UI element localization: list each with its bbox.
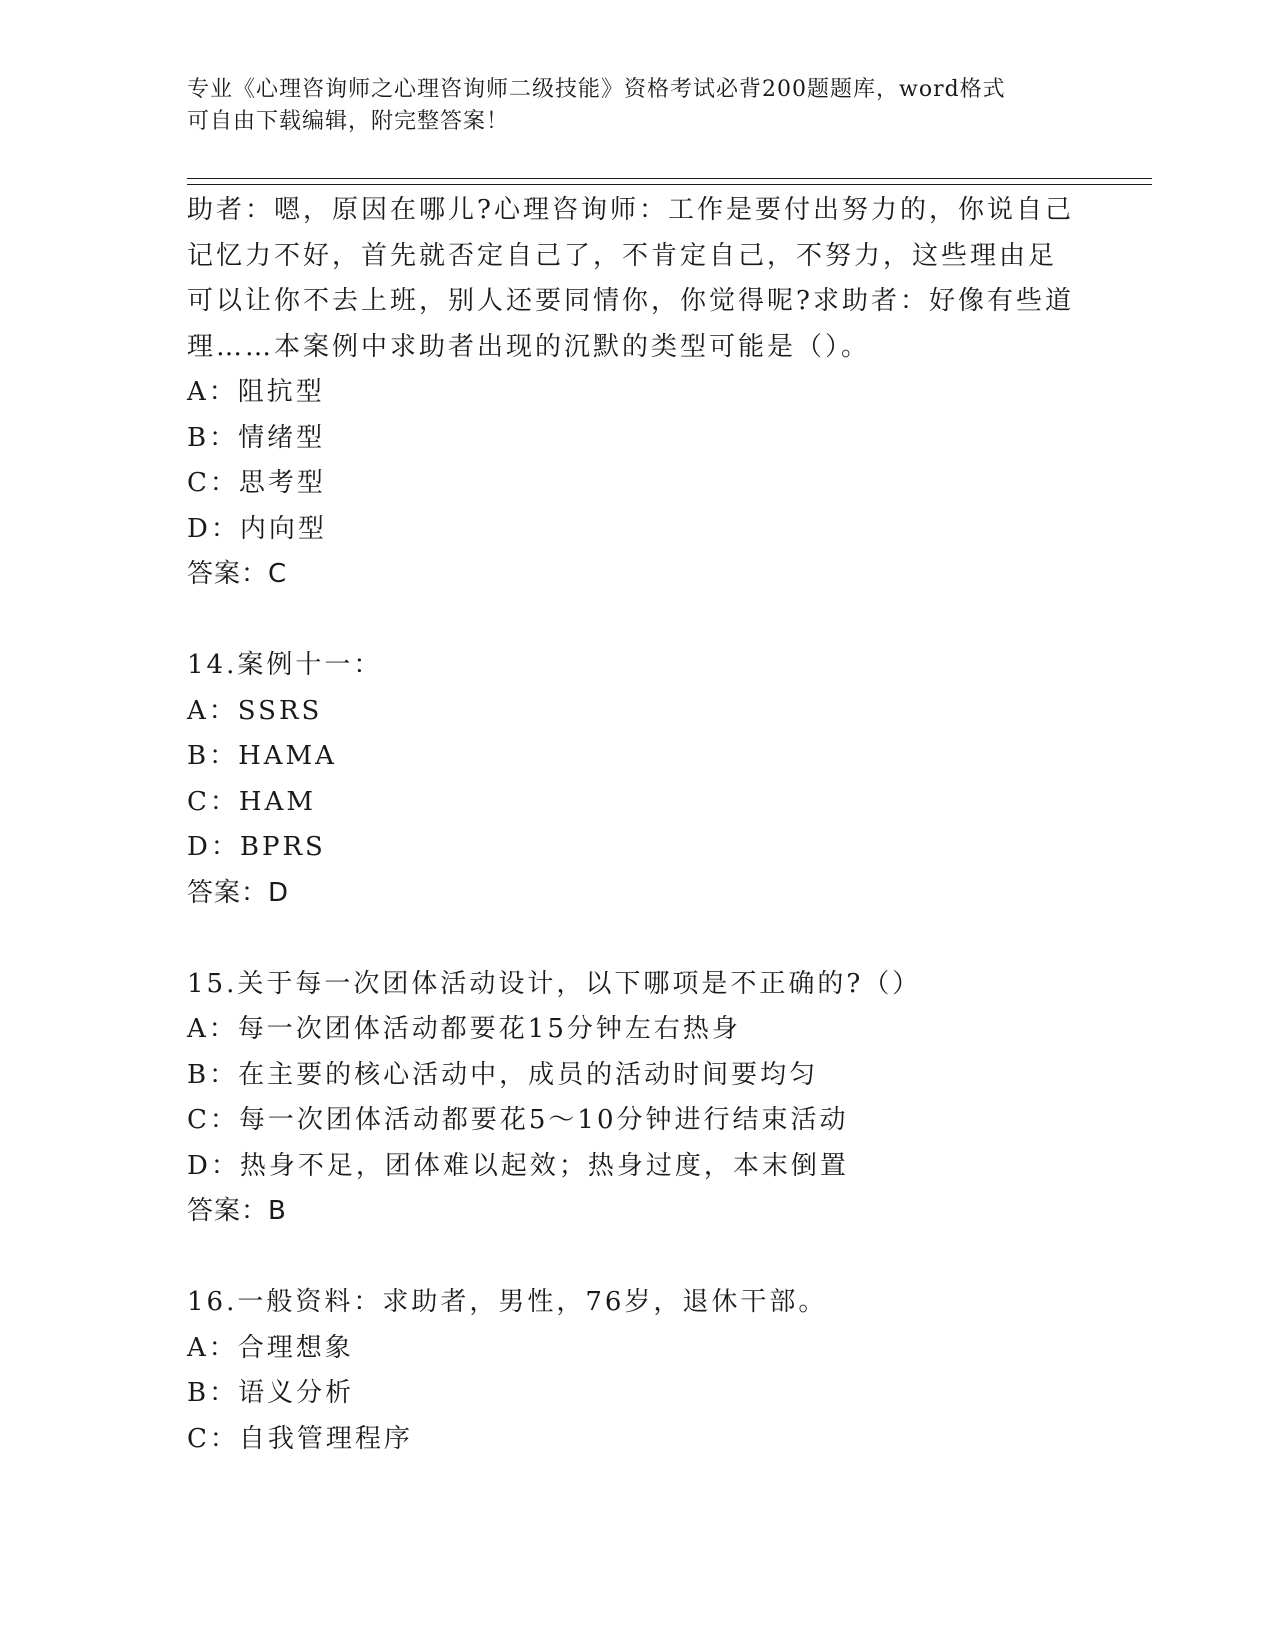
option-a: A：合理想象 <box>187 1332 354 1363</box>
option-c: C：每一次团体活动都要花5～10分钟进行结束活动 <box>187 1105 849 1135</box>
option-c: C：思考型 <box>187 468 326 498</box>
question-stem-line: 助者：嗯，原因在哪儿?心理咨询师：工作是要付出努力的，你说自己 <box>187 195 1074 225</box>
option-a: A：SSRS <box>187 695 323 726</box>
question-16 <box>187 1280 1087 1462</box>
answer: 答案：C <box>187 559 288 589</box>
option-a: A：阻抗型 <box>187 377 325 407</box>
option-b: B：情绪型 <box>187 422 326 453</box>
option-b: B：语义分析 <box>187 1378 355 1408</box>
question-13 <box>187 188 1087 598</box>
option-d: D：内向型 <box>187 513 327 544</box>
option-c: C：自我管理程序 <box>187 1423 413 1454</box>
option-b: B：在主要的核心活动中，成员的活动时间要均匀 <box>187 1059 819 1090</box>
option-a: A：每一次团体活动都要花15分钟左右热身 <box>187 1014 741 1044</box>
question-15 <box>187 962 1087 1235</box>
spacer <box>187 916 1087 962</box>
answer: 答案：B <box>187 1196 287 1226</box>
question-stem: 14.案例十一： <box>187 650 383 680</box>
question-list <box>187 188 1087 1462</box>
option-d: D：热身不足，团体难以起效；热身过度，本末倒置 <box>187 1150 849 1181</box>
header-rule-bottom <box>187 184 1152 185</box>
header-line-2: 可自由下载编辑，附完整答案！ <box>187 109 510 134</box>
header-line-1: 专业《心理咨询师之心理咨询师二级技能》资格考试必背200题题库，word格式 <box>187 77 1006 102</box>
question-stem: 16.一般资料：求助者，男性，76岁，退休干部。 <box>187 1287 828 1317</box>
question-stem-line: 记忆力不好，首先就否定自己了，不肯定自己，不努力，这些理由足 <box>187 240 1058 271</box>
question-14 <box>187 643 1087 916</box>
spacer <box>187 598 1087 644</box>
option-c: C：HAM <box>187 786 316 817</box>
question-stem-line: 理……本案例中求助者出现的沉默的类型可能是（）。 <box>187 331 871 362</box>
document-header <box>187 74 1087 138</box>
header-rule-top <box>187 178 1152 179</box>
question-stem-line: 可以让你不去上班，别人还要同情你，你觉得呢?求助者：好像有些道 <box>187 286 1074 316</box>
spacer <box>187 1235 1087 1281</box>
option-b: B：HAMA <box>187 741 337 771</box>
option-d: D：BPRS <box>187 832 326 862</box>
question-stem: 15.关于每一次团体活动设计，以下哪项是不正确的?（） <box>187 968 922 999</box>
answer: 答案：D <box>187 877 290 908</box>
